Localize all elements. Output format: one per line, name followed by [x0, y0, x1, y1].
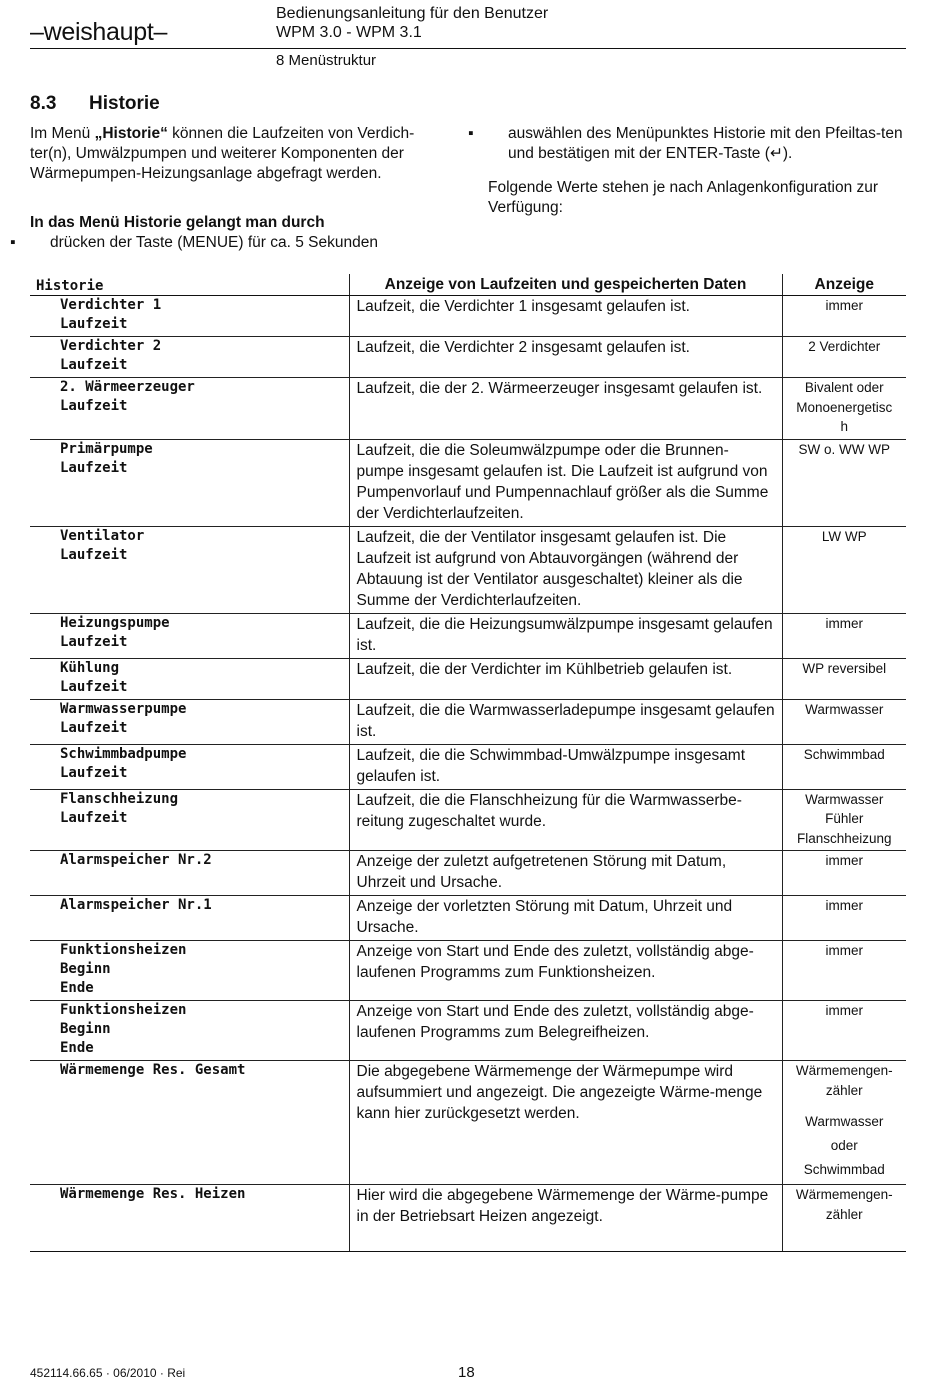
display-condition-line	[787, 1100, 903, 1110]
menu-entry: Heizungspumpe Laufzeit	[30, 613, 349, 658]
entry-description: Laufzeit, die die Schwimmbad-Umwälzpumpe insgesamt gelaufen ist.	[349, 744, 782, 789]
intro-text-post: können die Laufzeiten von Verdich-ter(n), Umwälzpumpen und weiterer Komponenten der Wärmepumpen-Heizungsanlage abgefragt werden.	[30, 125, 415, 182]
display-condition-line: Schwimmbad	[803, 746, 885, 762]
header-rule	[30, 48, 906, 49]
menu-entry: Alarmspeicher Nr.1	[30, 896, 349, 941]
display-condition-line: WP reversibel	[802, 660, 887, 676]
bullet-marker: ▪	[10, 234, 16, 251]
footer-doc-number: 452114.66.65 · 06/2010 · Rei	[30, 1366, 186, 1380]
display-condition-line: immer	[825, 943, 863, 958]
display-condition	[782, 378, 906, 440]
entry-description: Laufzeit, die der Verdichter im Kühlbetrieb gelaufen ist.	[349, 658, 782, 699]
display-condition-line: Schwimmbad	[803, 1162, 885, 1177]
entry-description: Anzeige der vorletzten Störung mit Datum, Uhrzeit und Ursache.	[349, 896, 782, 941]
display-condition-line: immer	[825, 898, 863, 913]
table-row	[30, 1061, 906, 1185]
bullet-marker: ▪	[468, 125, 474, 142]
table-header-row	[30, 274, 906, 296]
display-condition-line: h	[840, 419, 848, 434]
header-title-line1: Bedienungsanleitung für den Benutzer	[276, 5, 549, 22]
menu-entry: Alarmspeicher Nr.2	[30, 851, 349, 896]
display-condition	[782, 851, 906, 896]
display-condition	[782, 896, 906, 941]
display-condition-line: 2 Verdichter	[808, 339, 881, 354]
table-row	[30, 378, 906, 440]
display-condition-line: Wärmemengen-	[795, 1063, 893, 1078]
menu-entry: Funktionsheizen Beginn Ende	[30, 941, 349, 1001]
entry-description: Laufzeit, die der Ventilator insgesamt gelaufen ist. Die Laufzeit ist aufgrund von Abtauvorgängen (während der Abtauung ist der Ventilator ausgeschaltet) kleiner als die Summe der Verdichterlaufzeiten.	[349, 526, 782, 613]
display-condition	[782, 658, 906, 699]
table-row	[30, 1001, 906, 1061]
table-row	[30, 1185, 906, 1252]
table-body	[30, 296, 906, 1252]
column-header-description: Anzeige von Laufzeiten und gespeicherten Daten	[349, 274, 782, 296]
entry-description: Laufzeit, die Verdichter 2 insgesamt gelaufen ist.	[349, 337, 782, 378]
menu-entry: Warmwasserpumpe Laufzeit	[30, 699, 349, 744]
menu-entry: 2. Wärmeerzeuger Laufzeit	[30, 378, 349, 440]
entry-description: Laufzeit, die die Heizungsumwälzpumpe insgesamt gelaufen ist.	[349, 613, 782, 658]
table-row	[30, 658, 906, 699]
display-condition-line: Warmwasser	[805, 701, 884, 717]
header-title-line2: WPM 3.0 - WPM 3.1	[276, 24, 422, 41]
display-condition	[782, 1061, 906, 1185]
display-condition-line: Fühler	[825, 811, 864, 826]
display-condition-line: oder	[830, 1138, 858, 1153]
menu-entry: Schwimmbadpumpe Laufzeit	[30, 744, 349, 789]
table-row	[30, 941, 906, 1001]
menu-entry: Kühlung Laufzeit	[30, 658, 349, 699]
entry-description: Anzeige der zuletzt aufgetretenen Störung mit Datum, Uhrzeit und Ursache.	[349, 851, 782, 896]
access-bullet-1	[10, 233, 470, 253]
display-condition	[782, 526, 906, 613]
entry-description: Anzeige von Start und Ende des zuletzt, vollständig abge-laufenen Programms zum Funktionsheizen.	[349, 941, 782, 1001]
brand-logo: –weishaupt–	[30, 18, 168, 46]
entry-description: Anzeige von Start und Ende des zuletzt, vollständig abge-laufenen Programms zum Belegreifheizen.	[349, 1001, 782, 1061]
display-condition	[782, 789, 906, 851]
table-row	[30, 613, 906, 658]
entry-description: Die abgegebene Wärmemenge der Wärmepumpe wird aufsummiert und angezeigt. Die angezeigte Wärme-menge kann hier zurückgesetzt werden.	[349, 1061, 782, 1185]
entry-description: Laufzeit, die die Flanschheizung für die Warmwasserbe-reitung zugeschaltet wurde.	[349, 789, 782, 851]
menu-entry: Flanschheizung Laufzeit	[30, 789, 349, 851]
menu-entry: Verdichter 1 Laufzeit	[30, 296, 349, 337]
intro-text-pre: Im Menü	[30, 125, 95, 142]
intro-text-bold: „Historie“	[94, 125, 168, 142]
display-condition-line: LW WP	[821, 528, 867, 544]
history-table	[30, 274, 906, 1252]
display-condition-line: immer	[825, 615, 863, 631]
table-row	[30, 337, 906, 378]
menu-entry: Funktionsheizen Beginn Ende	[30, 1001, 349, 1061]
bullet-text: auswählen des Menüpunktes Historie mit den Pfeiltas-ten und bestätigen mit der ENTER-Taste (↵).	[508, 125, 903, 162]
display-condition	[782, 744, 906, 789]
access-bullet-2	[468, 124, 928, 164]
menu-entry: Wärmemenge Res. Gesamt	[30, 1061, 349, 1185]
section-title: Historie	[89, 93, 160, 114]
display-condition	[782, 613, 906, 658]
table-row	[30, 896, 906, 941]
bullet-text: drücken der Taste (MENUE) für ca. 5 Sekunden	[50, 234, 378, 251]
access-heading: In das Menü Historie gelangt man durch	[30, 214, 325, 231]
display-condition	[782, 296, 906, 337]
table-row	[30, 526, 906, 613]
entry-description: Hier wird die abgegebene Wärmemenge der Wärme-pumpe in der Betriebsart Heizen angezeigt.	[349, 1185, 782, 1252]
menu-entry: Primärpumpe Laufzeit	[30, 439, 349, 526]
display-condition	[782, 439, 906, 526]
entry-description: Laufzeit, die die Soleumwälzpumpe oder die Brunnen-pumpe insgesamt gelaufen ist. Die Laufzeit ist aufgrund von Pumpenvorlauf und Pumpennachlauf größer als die Summe der Verdichterlaufzeiten.	[349, 439, 782, 526]
entry-description: Laufzeit, die der 2. Wärmeerzeuger insgesamt gelaufen ist.	[349, 378, 782, 440]
display-condition-line: immer	[825, 853, 863, 868]
display-condition-line: zähler	[825, 1082, 863, 1098]
display-condition-line: immer	[825, 298, 863, 313]
column-header-anzeige: Anzeige	[782, 274, 906, 296]
entry-description: Laufzeit, die Verdichter 1 insgesamt gelaufen ist.	[349, 296, 782, 337]
section-number: 8.3	[30, 93, 57, 114]
display-condition-line: Warmwasser	[805, 791, 884, 807]
menu-entry: Ventilator Laufzeit	[30, 526, 349, 613]
display-condition-line: zähler	[825, 1206, 863, 1222]
display-condition-line: Flanschheizung	[796, 830, 892, 846]
table-row	[30, 296, 906, 337]
header-chapter: 8 Menüstruktur	[276, 52, 377, 69]
page-number: 18	[458, 1364, 475, 1381]
display-condition-line: Wärmemengen-	[795, 1187, 893, 1202]
display-condition	[782, 1185, 906, 1252]
column-header-historie: Historie	[30, 274, 349, 296]
display-condition-line: Warmwasser	[805, 1114, 884, 1129]
display-condition	[782, 941, 906, 1001]
entry-description: Laufzeit, die die Warmwasserladepumpe insgesamt gelaufen ist.	[349, 699, 782, 744]
display-condition	[782, 337, 906, 378]
table-row	[30, 699, 906, 744]
table-row	[30, 744, 906, 789]
menu-entry: Wärmemenge Res. Heizen	[30, 1185, 349, 1252]
table-row	[30, 789, 906, 851]
table-row	[30, 439, 906, 526]
table-row	[30, 851, 906, 896]
display-condition	[782, 1001, 906, 1061]
menu-entry: Verdichter 2 Laufzeit	[30, 337, 349, 378]
display-condition-line: Monoenergetisc	[796, 399, 893, 415]
display-condition-line: SW o. WW WP	[798, 441, 890, 457]
display-condition-line: Bivalent oder	[804, 380, 884, 395]
intro-paragraph	[30, 124, 450, 184]
values-paragraph: Folgende Werte stehen je nach Anlagenkonfiguration zur Verfügung:	[488, 179, 879, 216]
display-condition	[782, 699, 906, 744]
display-condition-line: immer	[825, 1003, 863, 1018]
